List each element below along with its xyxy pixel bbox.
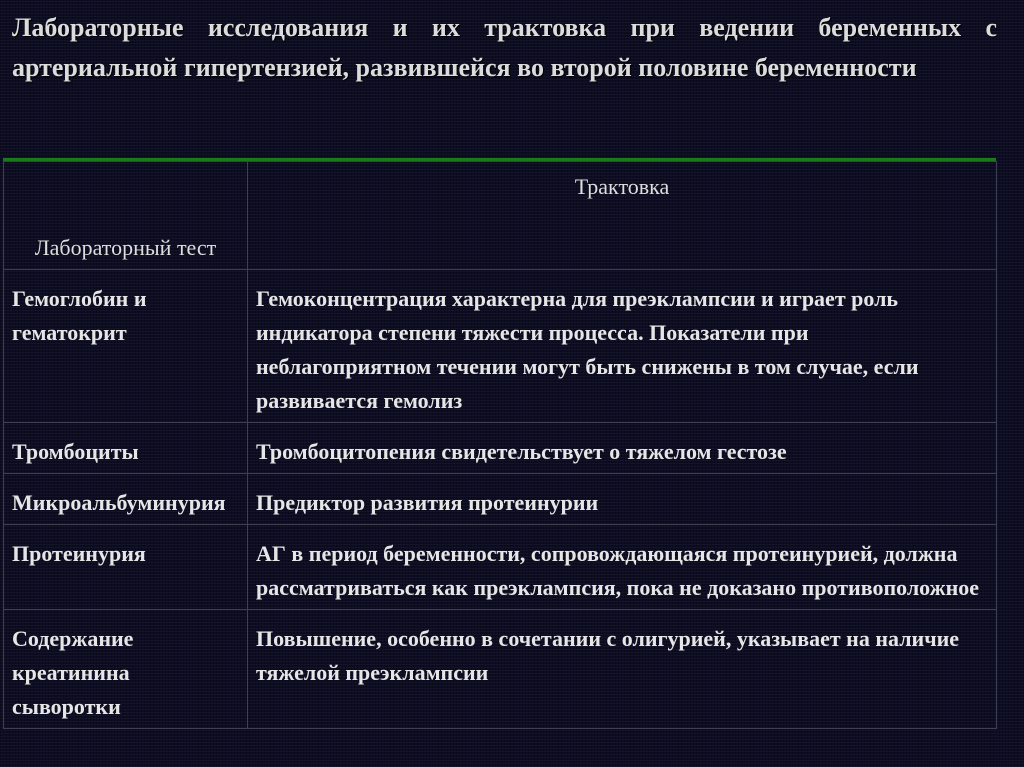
slide-title: Лабораторные исследования и их трактовка при ведении беременных с артериальной гипертензией, развившейся во второй половине беременности: [12, 13, 997, 82]
row-test-platelets: Тромбоциты: [4, 423, 248, 474]
table-row: [4, 423, 997, 474]
row-test-proteinuria: Протеинурия: [4, 525, 248, 610]
header-interpretation: Трактовка: [248, 162, 997, 270]
row-test-creatinine: Содержание креатинина сыворотки: [4, 610, 248, 729]
header-lab-test: Лабораторный тест: [4, 162, 248, 270]
row-interpretation-microalbuminuria: Предиктор развития протеинурии: [248, 474, 997, 525]
table-row: [4, 525, 997, 610]
row-test-microalbuminuria: Микроальбуминурия: [4, 474, 248, 525]
table-header-row: [4, 162, 997, 270]
row-interpretation-hemoglobin: Гемоконцентрация характерна для преэклампсии и играет роль индикатора степени тяжести процесса. Показатели при неблагоприятном течении могут быть снижены в том случае, если развивается гемолиз: [248, 270, 997, 423]
lab-tests-table-container: [3, 161, 996, 729]
table-row: [4, 474, 997, 525]
row-interpretation-platelets: Тромбоцитопения свидетельствует о тяжелом гестозе: [248, 423, 997, 474]
lab-tests-table: [3, 161, 997, 729]
row-interpretation-proteinuria: АГ в период беременности, сопровождающаяся протеинурией, должна рассматриваться как преэклампсия, пока не доказано противоположное: [248, 525, 997, 610]
table-row: [4, 270, 997, 423]
table-row: [4, 610, 997, 729]
row-test-hemoglobin: Гемоглобин и гематокрит: [4, 270, 248, 423]
row-interpretation-creatinine: Повышение, особенно в сочетании с олигурией, указывает на наличие тяжелой преэклампсии: [248, 610, 997, 729]
